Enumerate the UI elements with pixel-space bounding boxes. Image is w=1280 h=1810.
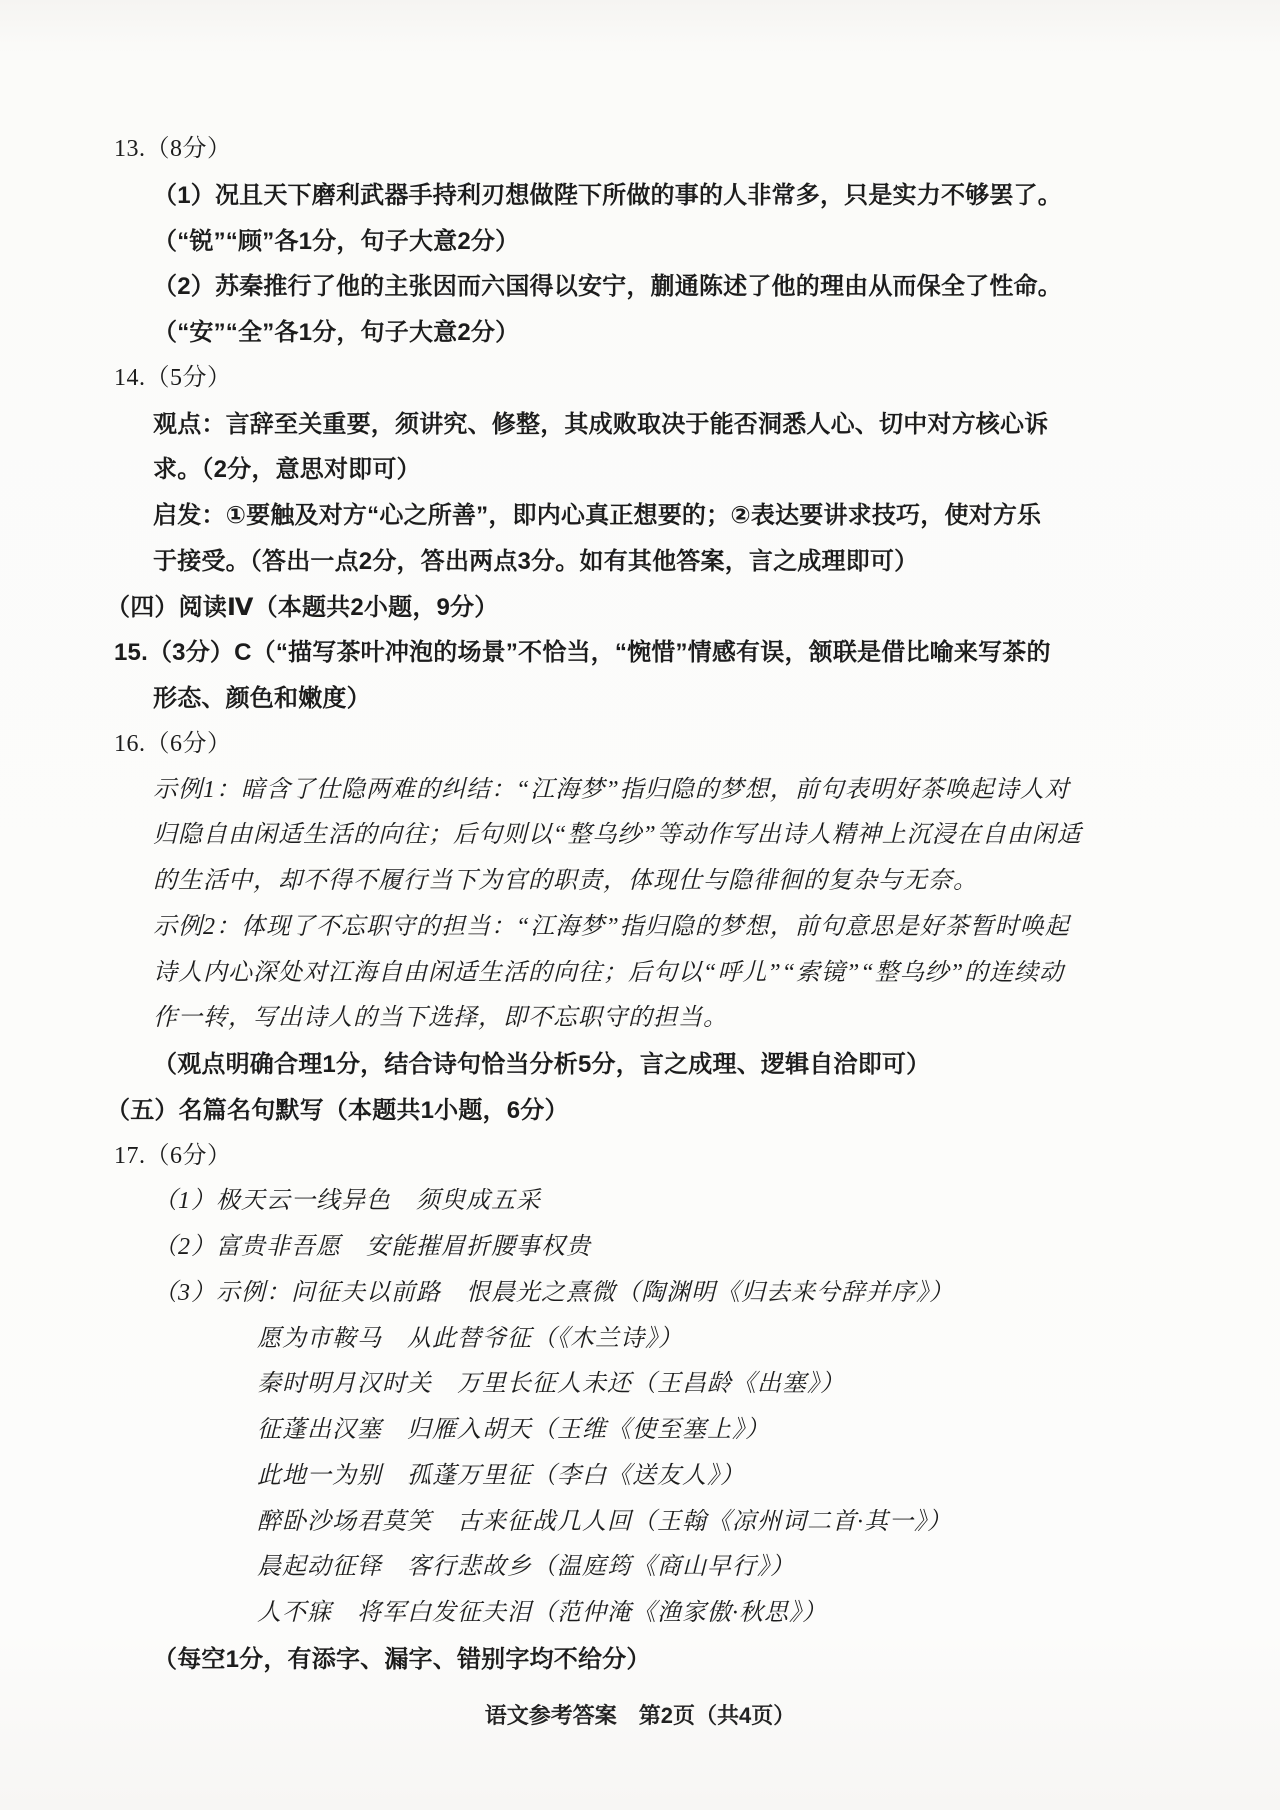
- q13-answer-2: （2）苏秦推行了他的主张因而六国得以安宁，蒯通陈述了他的理由从而保全了性命。: [153, 273, 1062, 301]
- q17-answer-3-example-5: 此地一为别 孤蓬万里征（李白《送友人》）: [257, 1462, 745, 1489]
- q16-example2-line3: 作一转，写出诗人的当下选择，即不忘职守的担当。: [153, 1005, 728, 1032]
- q17-score-note: （每空1分，有添字、漏字、错别字均不给分）: [153, 1645, 651, 1673]
- q17-answer-3-example-1: （3）示例：问征夫以前路 恨晨光之熹微（陶渊明《归去来兮辞并序》）: [153, 1279, 954, 1306]
- q14-viewpoint-line2: 求。（2分，意思对即可）: [153, 456, 421, 484]
- q13-answer-1: （1）况且天下磨利武器手持利刃想做陛下所做的事的人非常多，只是实力不够罢了。: [153, 181, 1062, 209]
- q17-answer-3-example-3: 秦时明月汉时关 万里长征人未还（王昌龄《出塞》）: [257, 1371, 845, 1398]
- q16-example2-line1: 示例2：体现了不忘职守的担当：“江海梦”指归隐的梦想，前句意思是好茶暂时唤起: [153, 913, 1070, 940]
- section-5-header: （五）名篇名句默写（本题共1小题，6分）: [106, 1096, 569, 1124]
- q14-header: 14.（5分）: [114, 364, 232, 391]
- q15-answer-line2: 形态、颜色和嫩度）: [153, 685, 371, 712]
- q14-viewpoint-line1: 观点：言辞至关重要，须讲究、修整，其成败取决于能否洞悉人心、切中对方核心诉: [153, 410, 1049, 438]
- q17-answer-1: （1）极天云一线异色 须臾成五采: [153, 1188, 541, 1215]
- q14-inspiration-line2: 于接受。（答出一点2分，答出两点3分。如有其他答案，言之成理即可）: [153, 547, 919, 575]
- q17-answer-3-example-6: 醉卧沙场君莫笑 古来征战几人回（王翰《凉州词二首·其一》）: [257, 1508, 952, 1535]
- q16-score-note: （观点明确合理1分，结合诗句恰当分析5分，言之成理、逻辑自洽即可）: [153, 1051, 931, 1078]
- q17-answer-3-example-4: 征蓬出汉塞 归雁入胡天（王维《使至塞上》）: [257, 1417, 770, 1443]
- q16-header: 16.（6分）: [114, 730, 232, 757]
- section-4-header: （四）阅读Ⅳ（本题共2小题，9分）: [106, 593, 499, 621]
- q17-answer-2: （2）富贵非吾愿 安能摧眉折腰事权贵: [153, 1234, 591, 1260]
- q14-inspiration-line1: 启发：①要触及对方“心之所善”，即内心真正想要的；②表达要讲求技巧，使对方乐: [153, 502, 1042, 529]
- q13-header: 13.（8分）: [114, 136, 232, 162]
- q13-answer-2-score: （“安”“全”各1分，句子大意2分）: [153, 319, 520, 346]
- q17-header: 17.（6分）: [114, 1142, 232, 1169]
- q16-example2-line2: 诗人内心深处对江海自由闲适生活的向往；后句以“呼儿”“索镜”“整乌纱”的连续动: [153, 959, 1065, 986]
- q16-example1-line2: 归隐自由闲适生活的向往；后句则以“整乌纱”等动作写出诗人精神上沉浸在自由闲适: [153, 822, 1082, 849]
- q17-answer-3-example-7: 晨起动征铎 客行悲故乡（温庭筠《商山早行》）: [257, 1554, 795, 1581]
- q16-example1-line1: 示例1：暗含了仕隐两难的纠结：“江海梦”指归隐的梦想，前句表明好茶唤起诗人对: [153, 776, 1070, 803]
- q17-answer-3-example-2: 愿为市鞍马 从此替爷征（《木兰诗》）: [257, 1325, 683, 1352]
- page-footer: 语文参考答案 第2页（共4页）: [484, 1702, 796, 1728]
- q16-example1-line3: 的生活中，却不得不履行当下为官的职责，体现仕与隐徘徊的复杂与无奈。: [153, 868, 978, 894]
- q15-answer-line1: 15.（3分）C（“描写茶叶冲泡的场景”不恰当，“惋惜”情感有误，颔联是借比喻来写茶的: [114, 639, 1051, 667]
- q17-answer-3-example-8: 人不寐 将军白发征夫泪（范仲淹《渔家傲·秋思》）: [257, 1600, 827, 1626]
- q13-answer-1-score: （“锐”“顾”各1分，句子大意2分）: [153, 227, 520, 255]
